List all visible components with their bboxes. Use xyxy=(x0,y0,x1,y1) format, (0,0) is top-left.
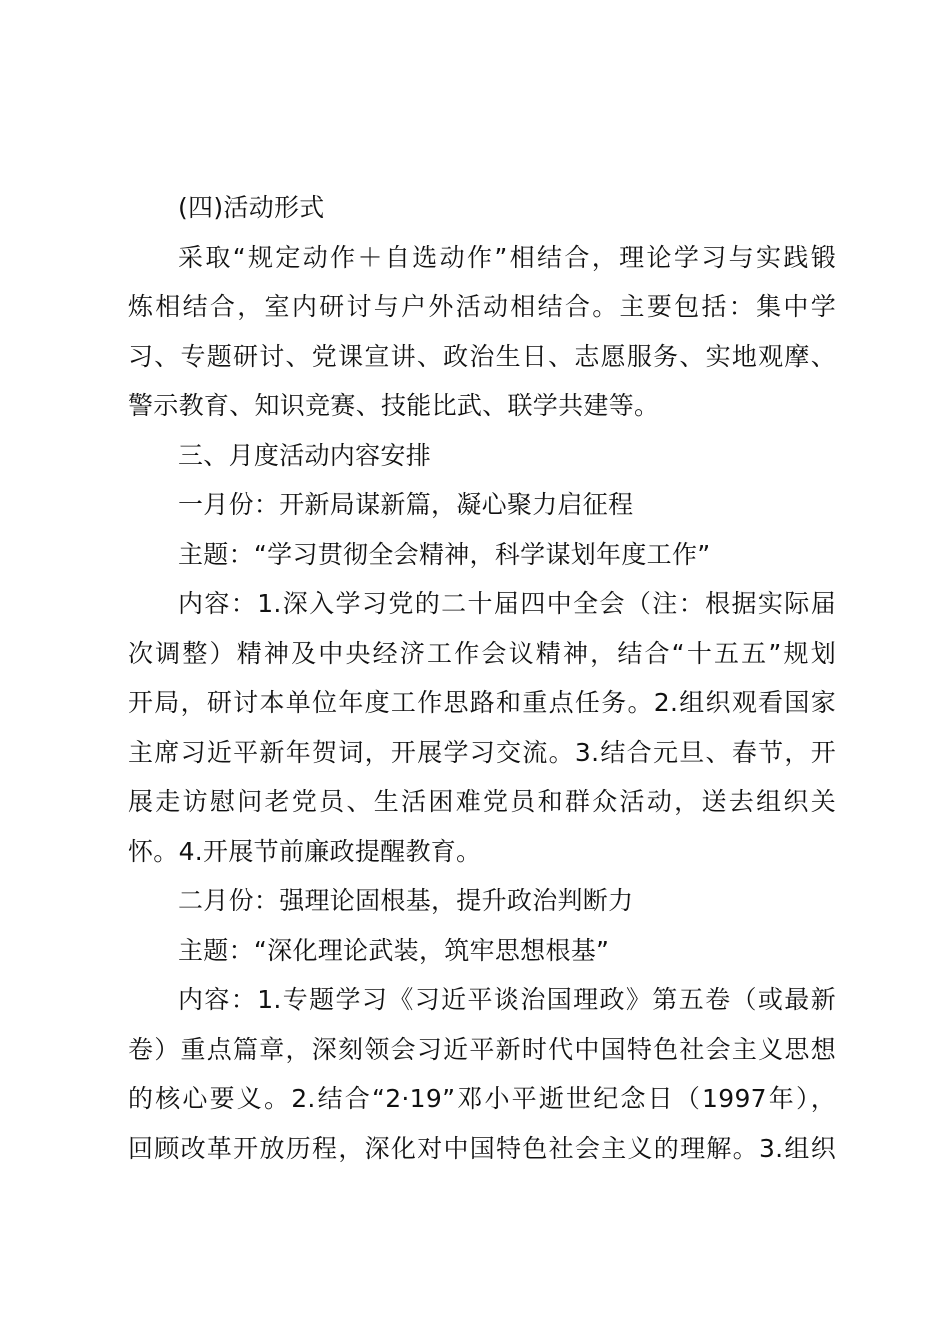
document-page xyxy=(128,183,836,1173)
paragraph-line: 回顾改革开放历程，深化对中国特色社会主义的理解。3.组织 xyxy=(128,1133,836,1163)
paragraph-line: 采取“规定动作＋自选动作”相结合，理论学习与实践锻 xyxy=(178,242,836,272)
paragraph-line: 的核心要义。2.结合“2·19”邓小平逝世纪念日（1997年）， xyxy=(128,1084,836,1113)
paragraph-line: 开局，研讨本单位年度工作思路和重点任务。2.组织观看国家 xyxy=(128,688,836,717)
paragraph-line: 习、专题研讨、党课宣讲、政治生日、志愿服务、实地观摩、 xyxy=(128,341,836,371)
paragraph-line: 内容：1.深入学习党的二十届四中全会（注：根据实际届 xyxy=(178,589,836,618)
section-heading-activity-form: (四)活动形式 xyxy=(178,193,325,222)
section-heading-monthly-schedule: 三、月度活动内容安排 xyxy=(178,440,432,470)
month-heading-february: 二月份：强理论固根基，提升政治判断力 xyxy=(178,886,634,915)
paragraph-line: 次调整）精神及中央经济工作会议精神，结合“十五五”规划 xyxy=(128,638,836,668)
paragraph-line: 内容：1.专题学习《习近平谈治国理政》第五卷（或最新 xyxy=(178,985,836,1014)
theme-january: 主题：“学习贯彻全会精神，科学谋划年度工作” xyxy=(178,539,711,569)
paragraph-line: 卷）重点篇章，深刻领会习近平新时代中国特色社会主义思想 xyxy=(128,1034,836,1064)
paragraph-line: 展走访慰问老党员、生活困难党员和群众活动，送去组织关 xyxy=(128,787,836,816)
paragraph-line: 怀。4.开展节前廉政提醒教育。 xyxy=(128,836,482,866)
theme-february: 主题：“深化理论武装，筑牢思想根基” xyxy=(178,935,610,965)
month-heading-january: 一月份：开新局谋新篇，凝心聚力启征程 xyxy=(178,490,634,519)
paragraph-line: 主席习近平新年贺词，开展学习交流。3.结合元旦、春节，开 xyxy=(128,737,836,767)
paragraph-line: 炼相结合，室内研讨与户外活动相结合。主要包括：集中学 xyxy=(128,292,836,321)
paragraph-line: 警示教育、知识竞赛、技能比武、联学共建等。 xyxy=(128,391,660,420)
